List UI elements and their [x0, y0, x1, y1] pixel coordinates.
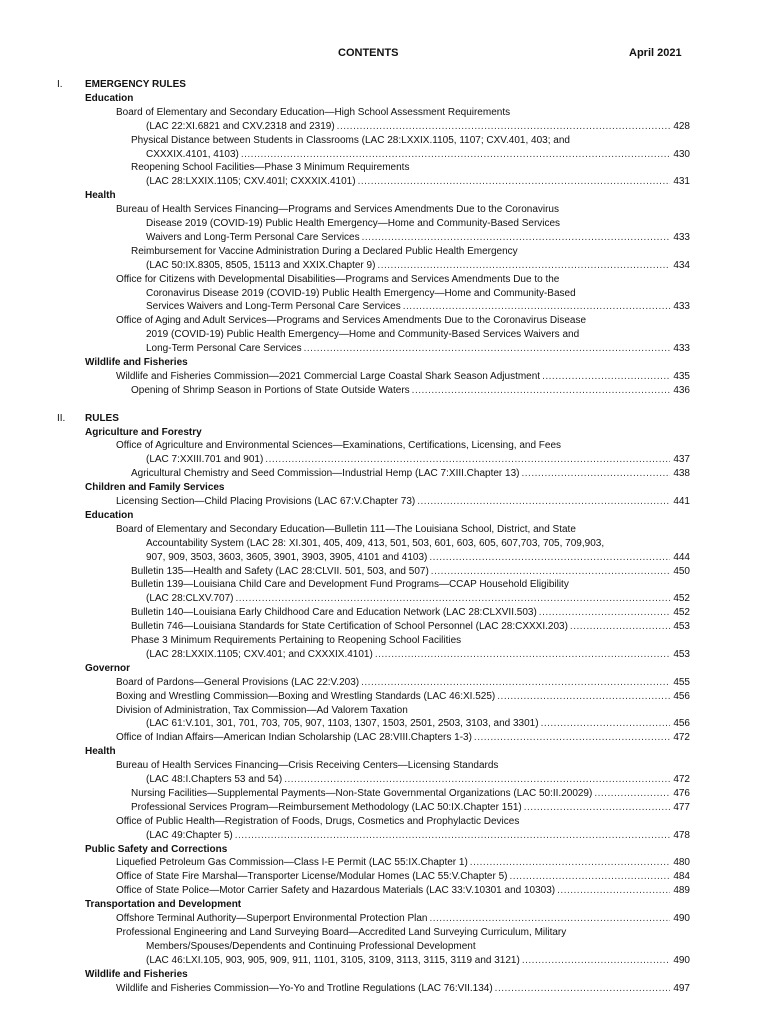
page-number: 434 — [673, 259, 690, 271]
section-heading: Transportation and Development — [85, 899, 242, 911]
toc-entry-text: (LAC 61:V.101, 301, 701, 703, 705, 907, 1103, 1307, 1503, 2501, 2503, 3103, and 3301) — [146, 718, 539, 730]
toc-entry-text: (LAC 22:XI.6821 and CXV.2318 and 2319) — [146, 120, 335, 132]
dot-leader — [358, 175, 670, 189]
page-number: 453 — [673, 621, 690, 633]
toc-entry-text: Licensing Section—Child Placing Provisions (LAC 67:V.Chapter 73) — [116, 496, 416, 507]
toc-entry-text: (LAC 50:IX.8305, 8505, 15113 and XXIX.Chapter 9) — [146, 259, 376, 271]
toc-entry-text: Office of State Police—Motor Carrier Safety and Hazardous Materials (LAC 33:V.10301 and 10303) — [116, 885, 556, 897]
page-number: 444 — [673, 551, 690, 563]
page-number: 452 — [673, 593, 690, 605]
toc-entry-text: Wildlife and Fisheries Commission—2021 Commercial Large Coastal Shark Season Adjustment — [116, 370, 541, 382]
page-number: 436 — [673, 384, 690, 396]
page-number: 437 — [673, 454, 690, 466]
section-heading: Governor — [85, 662, 131, 674]
toc-text-line: Office of Aging and Adult Services—Programs and Services Amendments Due to the Coronavirus Disease — [116, 315, 587, 327]
toc-entry — [146, 592, 690, 606]
page-number: 433 — [673, 231, 690, 243]
dot-leader — [284, 773, 670, 787]
toc-entry-text: CXXXIX.4101, 4103) — [146, 148, 239, 160]
toc-text-line: Office of Public Health—Registration of Foods, Drugs, Cosmetics and Prophylactic Devices — [116, 815, 520, 827]
toc-text-line: Disease 2019 (COVID-19) Public Health Emergency—Home and Community-Based Services — [146, 218, 561, 229]
toc-text-line: Division of Administration, Tax Commission—Ad Valorem Taxation — [116, 704, 408, 716]
dot-leader — [375, 648, 670, 662]
toc-entry — [116, 870, 690, 884]
toc-entry-text: Opening of Shrimp Season in Portions of State Outside Waters — [131, 384, 410, 396]
toc-entry — [131, 801, 690, 815]
toc-entry — [146, 648, 690, 662]
toc-entry-text: (LAC 7:XXIII.701 and 901) — [146, 454, 264, 466]
toc-entry — [116, 731, 690, 745]
page-number: 450 — [673, 565, 690, 577]
page-number: 472 — [673, 774, 690, 785]
page-number: 438 — [673, 468, 690, 480]
toc-entry — [131, 565, 690, 579]
dot-leader — [495, 982, 670, 996]
page-number: 476 — [673, 787, 690, 799]
toc-text-line: Professional Engineering and Land Surveying Board—Accredited Land Surveying Curriculum, Military — [116, 926, 567, 938]
section-heading: Education — [85, 92, 134, 104]
toc-entry-text: Long-Term Personal Care Services — [146, 343, 302, 355]
toc-entry-text: (LAC 46:LXI.105, 903, 905, 909, 911, 1101, 3105, 3109, 3113, 3115, 3119 and 3121) — [146, 954, 520, 966]
toc-entry-text: Bulletin 135—Health and Safety (LAC 28:CLVII. 501, 503, and 507) — [131, 565, 429, 577]
dot-leader — [361, 676, 670, 690]
page-number: 484 — [673, 871, 690, 883]
toc-entry — [146, 300, 690, 314]
section-heading: EMERGENCY RULES — [85, 79, 186, 90]
dot-leader — [429, 551, 670, 565]
section-heading: Wildlife and Fisheries — [85, 357, 188, 368]
dot-leader — [235, 829, 670, 843]
page-number: 433 — [673, 301, 690, 313]
toc-entry-text: Boxing and Wrestling Commission—Boxing and Wrestling Standards (LAC 46:XI.525) — [116, 690, 496, 702]
toc-entry-text: Liquefied Petroleum Gas Commission—Class I-E Permit (LAC 55:IX.Chapter 1) — [116, 857, 468, 869]
toc-entry — [146, 148, 690, 162]
dot-leader — [542, 370, 670, 384]
toc-entry — [131, 384, 690, 398]
dot-leader — [265, 453, 670, 467]
dot-leader — [241, 148, 670, 162]
dot-leader — [403, 300, 670, 314]
toc-entry-text: (LAC 48:I.Chapters 53 and 54) — [146, 774, 283, 785]
contents-title: CONTENTS — [338, 47, 399, 59]
toc-entry — [146, 342, 690, 356]
dot-leader — [497, 690, 670, 704]
dot-leader — [524, 801, 670, 815]
dot-leader — [539, 606, 670, 620]
section-heading: Children and Family Services — [85, 482, 225, 494]
toc-entry — [116, 676, 690, 690]
toc-text-line: Coronavirus Disease 2019 (COVID-19) Public Health Emergency—Home and Community-Based — [146, 287, 576, 299]
dot-leader — [304, 342, 670, 356]
page-number: 478 — [673, 829, 690, 841]
toc-entry — [116, 912, 690, 926]
page-number: 490 — [673, 954, 690, 966]
toc-entry-text: Waivers and Long-Term Personal Care Services — [146, 231, 360, 243]
toc-entry-text: Professional Services Program—Reimbursement Methodology (LAC 50:IX.Chapter 151) — [131, 801, 522, 813]
dot-leader — [522, 954, 670, 968]
page-number: 456 — [673, 690, 690, 702]
dot-leader — [431, 565, 670, 579]
toc-entry-text: (LAC 28:CLXV.707) — [146, 593, 234, 605]
page-number: 453 — [673, 648, 690, 660]
page-number: 477 — [673, 801, 690, 813]
toc-entry-text: (LAC 28:LXXIX.1105; CXV.401l; CXXXIX.4101) — [146, 176, 356, 188]
section-numeral: I. — [57, 79, 63, 90]
toc-entry — [146, 259, 690, 273]
toc-entry — [146, 231, 690, 245]
dot-leader — [337, 120, 670, 134]
toc-entry-text: Bulletin 746—Louisiana Standards for State Certification of School Personnel (LAC 28:CXXXI.203) — [131, 621, 568, 633]
toc-entry — [146, 829, 690, 843]
section-heading: Health — [85, 746, 116, 758]
dot-leader — [541, 717, 670, 731]
page-number: 428 — [673, 120, 690, 132]
toc-text-line: Board of Elementary and Secondary Education—High School Assessment Requirements — [116, 106, 511, 118]
section-numeral: II. — [57, 412, 66, 424]
toc-text-line: Bulletin 139—Louisiana Child Care and Development Fund Programs—CCAP Household Eligibility — [131, 579, 569, 591]
page-number: 431 — [673, 176, 690, 188]
toc-entry — [131, 606, 690, 620]
toc-text-line: Office of Agriculture and Environmental Sciences—Examinations, Certifications, Licensing, and Fees — [116, 440, 562, 452]
dot-leader — [570, 620, 670, 634]
toc-entry-text: (LAC 28:LXXIX.1105; CXV.401; and CXXXIX.4101) — [146, 648, 373, 660]
toc-entry — [146, 717, 690, 731]
page-number: 452 — [673, 607, 690, 619]
toc-entry — [116, 856, 690, 870]
toc-entry — [116, 495, 690, 509]
page-number: 489 — [673, 885, 690, 897]
toc-entry — [146, 551, 690, 565]
toc-entry — [146, 175, 690, 189]
toc-text-line: Accountability System (LAC 28: XI.301, 405, 409, 413, 501, 503, 601, 603, 605, 607,703, 705, 709,903, — [146, 537, 605, 549]
toc-entry — [131, 467, 690, 481]
page-number: 435 — [673, 370, 690, 382]
page-number: 433 — [673, 343, 690, 355]
toc-entry-text: Wildlife and Fisheries Commission—Yo-Yo and Trotline Regulations (LAC 76:VII.134) — [116, 982, 493, 994]
toc-entry-text: Office of State Fire Marshal—Transporter License/Modular Homes (LAC 55:V.Chapter 5) — [116, 871, 508, 883]
dot-leader — [362, 231, 670, 245]
dot-leader — [412, 384, 670, 398]
toc-text-line: 2019 (COVID-19) Public Health Emergency—Home and Community-Based Services Waivers and — [146, 329, 580, 341]
toc-text-line: Board of Elementary and Secondary Education—Bulletin 111—The Louisiana School, District, and State — [116, 523, 576, 535]
toc-entry — [146, 773, 690, 787]
toc-entry-text: Services Waivers and Long-Term Personal Care Services — [146, 301, 401, 313]
toc-entry-text: 907, 909, 3503, 3603, 3605, 3901, 3903, 3905, 4101 and 4103) — [146, 551, 428, 563]
toc-entry-text: Bulletin 140—Louisiana Early Childhood Care and Education Network (LAC 28:CLXVII.503) — [131, 607, 537, 619]
toc-entry-text: Agricultural Chemistry and Seed Commission—Industrial Hemp (LAC 7:XIII.Chapter 13) — [131, 468, 520, 480]
toc-text-line: Bureau of Health Services Financing—Crisis Receiving Centers—Licensing Standards — [116, 760, 499, 772]
toc-entry — [116, 370, 690, 384]
page-number: 455 — [673, 676, 690, 688]
toc-entry — [116, 690, 690, 704]
issue-date: April 2021 — [629, 47, 682, 59]
section-heading: Public Safety and Corrections — [85, 843, 228, 855]
page-number: 430 — [673, 148, 690, 160]
toc-entry — [116, 884, 690, 898]
toc-text-line: Physical Distance between Students in Classrooms (LAC 28:LXXIX.1105, 1107; CXV.401, 403; and — [131, 134, 570, 146]
toc-entry — [131, 787, 690, 801]
toc-text-line: Office for Citizens with Developmental Disabilities—Programs and Services Amendments Due to the — [116, 273, 560, 285]
toc-text-line: Phase 3 Minimum Requirements Pertaining to Reopening School Facilities — [131, 635, 462, 646]
toc-text-line: Members/Spouses/Dependents and Continuing Professional Development — [146, 940, 476, 952]
toc-entry-text: Office of Indian Affairs—American Indian Scholarship (LAC 28:VIII.Chapters 1-3) — [116, 732, 472, 744]
toc-entry — [146, 954, 690, 968]
toc-text-line: Bureau of Health Services Financing—Programs and Services Amendments Due to the Coronavirus — [116, 204, 559, 216]
toc-text-line: Reopening School Facilities—Phase 3 Minimum Requirements — [131, 162, 410, 174]
dot-leader — [509, 870, 670, 884]
toc-entry — [146, 120, 690, 134]
page-number: 497 — [673, 982, 690, 994]
section-heading: Health — [85, 190, 116, 202]
section-heading: Education — [85, 509, 134, 521]
page-number: 472 — [673, 732, 690, 744]
dot-leader — [377, 259, 670, 273]
toc-entry — [116, 982, 690, 996]
dot-leader — [470, 856, 670, 870]
dot-leader — [235, 592, 670, 606]
page-number: 456 — [673, 718, 690, 730]
dot-leader — [557, 884, 670, 898]
page-number: 480 — [673, 857, 690, 869]
section-heading: RULES — [85, 412, 119, 424]
toc-text-line: Reimbursement for Vaccine Administration During a Declared Public Health Emergency — [131, 245, 518, 257]
dot-leader — [594, 787, 670, 801]
page-number: 441 — [673, 496, 690, 507]
dot-leader — [417, 495, 670, 509]
toc-entry — [131, 620, 690, 634]
toc-entry-text: Offshore Terminal Authority—Superport Environmental Protection Plan — [116, 913, 428, 924]
toc-entry-text: (LAC 49:Chapter 5) — [146, 829, 233, 841]
page-number: 490 — [673, 913, 690, 924]
section-heading: Agriculture and Forestry — [85, 426, 202, 438]
section-heading: Wildlife and Fisheries — [85, 968, 188, 980]
toc-entry — [146, 453, 690, 467]
toc-entry-text: Nursing Facilities—Supplemental Payments—Non-State Governmental Organizations (LAC 50:II.20029) — [131, 787, 593, 799]
dot-leader — [522, 467, 671, 481]
dot-leader — [429, 912, 670, 926]
dot-leader — [474, 731, 670, 745]
toc-entry-text: Board of Pardons—General Provisions (LAC 22:V.203) — [116, 676, 360, 688]
